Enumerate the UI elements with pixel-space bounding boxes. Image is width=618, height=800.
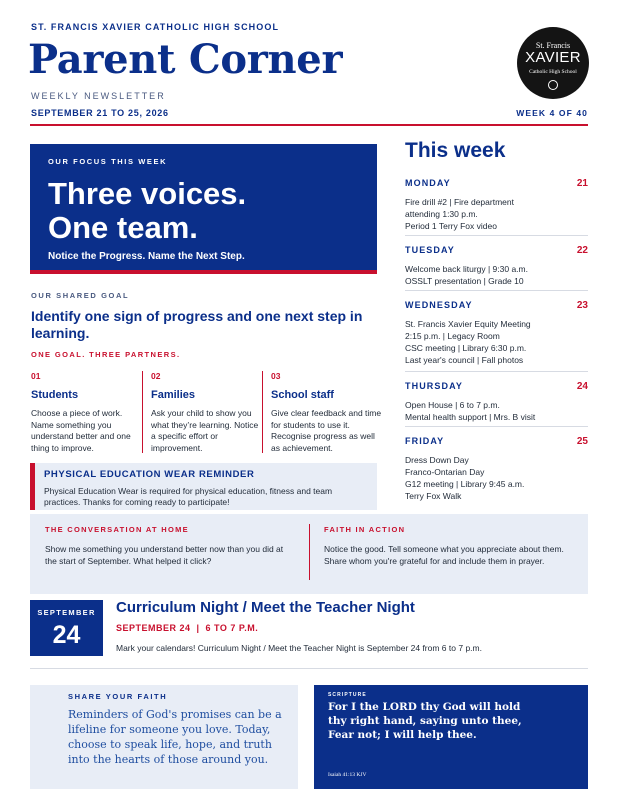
event-line: Welcome back liturgy | 9:30 a.m. [405, 264, 528, 274]
week-counter: WEEK 4 OF 40 [516, 108, 588, 118]
event-line: Dress Down Day [405, 455, 469, 465]
scripture-reference: Isaiah 41:13 KJV [328, 772, 367, 778]
section-divider [30, 668, 588, 669]
school-logo [517, 27, 589, 99]
day-date: 25 [576, 436, 588, 447]
column-body: Give clear feedback and time for students to use it. Recognise progress as well as achievement. [271, 408, 382, 453]
newsletter-title: Parent Corner [28, 36, 343, 83]
day-divider [405, 235, 588, 236]
school-name: ST. FRANCIS XAVIER CATHOLIC HIGH SCHOOL [31, 22, 280, 32]
curriculum-night-time: SEPTEMBER 24 | 6 TO 7 P.M. [116, 623, 259, 633]
focus-label: OUR FOCUS THIS WEEK [48, 157, 168, 166]
day-date: 24 [576, 381, 588, 392]
scripture-panel [314, 685, 588, 789]
pe-reminder-title: PHYSICAL EDUCATION WEAR REMINDER [44, 469, 255, 480]
seal-icon [548, 80, 558, 90]
partners-label: ONE GOAL. THREE PARTNERS. [31, 350, 181, 359]
event-line: G12 meeting | Library 9:45 a.m. [405, 479, 525, 489]
logo-line-2: XAVIER [525, 49, 581, 66]
date-range: SEPTEMBER 21 TO 25, 2026 [31, 108, 169, 118]
focus-headline-line-2: One team. [48, 210, 198, 245]
day-divider [405, 426, 588, 427]
faith-action-body: Notice the good. Tell someone what you appreciate about them. Share whom you're grateful for and include them in prayer. [324, 544, 564, 566]
day-divider [405, 290, 588, 291]
event-line: Period 1 Terry Fox video [405, 221, 497, 231]
this-week-title: This week [405, 139, 506, 162]
day-monday [405, 178, 588, 232]
scripture-label: SCRIPTURE [328, 692, 367, 698]
newsletter-kicker: WEEKLY NEWSLETTER [31, 91, 166, 101]
partner-column-students [31, 371, 143, 454]
day-name: THURSDAY [405, 381, 463, 391]
event-line: Terry Fox Walk [405, 491, 462, 501]
event-line: attending 1:30 p.m. [405, 209, 478, 219]
event-line: Open House | 6 to 7 p.m. [405, 400, 500, 410]
day-date: 21 [576, 178, 588, 189]
pe-reminder [30, 463, 377, 510]
focus-headline [48, 177, 246, 245]
event-line: Last year's council | Fall photos [405, 355, 524, 365]
column-body: Ask your child to show you what they’re learning. Notice a specific effort or improvement. [151, 408, 259, 453]
goal-label: OUR SHARED GOAL [31, 291, 130, 300]
column-heading: Families [151, 389, 196, 401]
event-month: SEPTEMBER [37, 608, 96, 617]
day-wednesday [405, 300, 588, 366]
day-tuesday [405, 245, 588, 287]
goal-text: Identify one sign of progress and one next step in learning. [31, 308, 363, 341]
conversation-body: Show me something you understand better now than you did at the start of September. What helped it click? [45, 544, 284, 566]
event-line: St. Francis Xavier Equity Meeting [405, 319, 531, 329]
share-faith-panel [30, 685, 298, 789]
curriculum-night-body: Mark your calendars! Curriculum Night / Meet the Teacher Night is September 24 from 6 to 7 p.m. [116, 643, 482, 653]
curriculum-night-title: Curriculum Night / Meet the Teacher Night [116, 599, 415, 616]
partner-column-staff [271, 371, 383, 454]
focus-subline: Notice the Progress. Name the Next Step. [48, 251, 245, 262]
column-heading: School staff [271, 389, 334, 401]
pe-reminder-body: Physical Education Wear is required for physical education, fitness and team practices. Thanks for coming ready to participate! [44, 486, 333, 507]
column-number: 02 [151, 371, 161, 381]
event-line: CSC meeting | Library 6:30 p.m. [405, 343, 527, 353]
column-number: 01 [31, 371, 41, 381]
home-faith-band [30, 514, 588, 594]
event-line: OSSLT presentation | Grade 10 [405, 276, 524, 286]
conversation-title: THE CONVERSATION AT HOME [45, 525, 189, 534]
event-line: 2:15 p.m. | Legacy Room [405, 331, 500, 341]
scripture-verse: For I the LORD thy God will hold thy right hand, saying unto thee, Fear not; I will help thee. [328, 701, 522, 741]
event-line: Franco-Ontarian Day [405, 467, 485, 477]
column-body: Choose a piece of work. Name something you understand better and one thing to improve. [31, 408, 131, 453]
day-name: WEDNESDAY [405, 300, 473, 310]
event-line: Mental health support | Mrs. B visit [405, 412, 536, 422]
day-name: MONDAY [405, 178, 451, 188]
focus-panel [30, 144, 377, 274]
day-date: 22 [576, 245, 588, 256]
partner-column-families [151, 371, 263, 454]
event-line: Fire drill #2 | Fire department [405, 197, 514, 207]
faith-action-title: FAITH IN ACTION [324, 525, 406, 534]
share-faith-title: SHARE YOUR FAITH [68, 692, 168, 701]
column-number: 03 [271, 371, 281, 381]
day-name: TUESDAY [405, 245, 455, 255]
day-divider [405, 371, 588, 372]
share-faith-body: Reminders of God's promises can be a lifeline for someone you love. Today, choose to speak life, hope, and truth into the hearts of those around you. [68, 708, 282, 766]
day-thursday [405, 381, 588, 423]
event-date-badge [30, 600, 103, 656]
event-day: 24 [52, 621, 81, 649]
logo-line-3: Catholic High School [529, 69, 577, 75]
day-name: FRIDAY [405, 436, 445, 446]
header-divider [30, 124, 588, 126]
day-friday [405, 436, 588, 502]
day-date: 23 [576, 300, 588, 311]
logo-line-1: St. Francis [535, 41, 571, 50]
focus-headline-line-1: Three voices. [48, 176, 247, 211]
band-divider [309, 524, 310, 580]
column-heading: Students [31, 389, 79, 401]
